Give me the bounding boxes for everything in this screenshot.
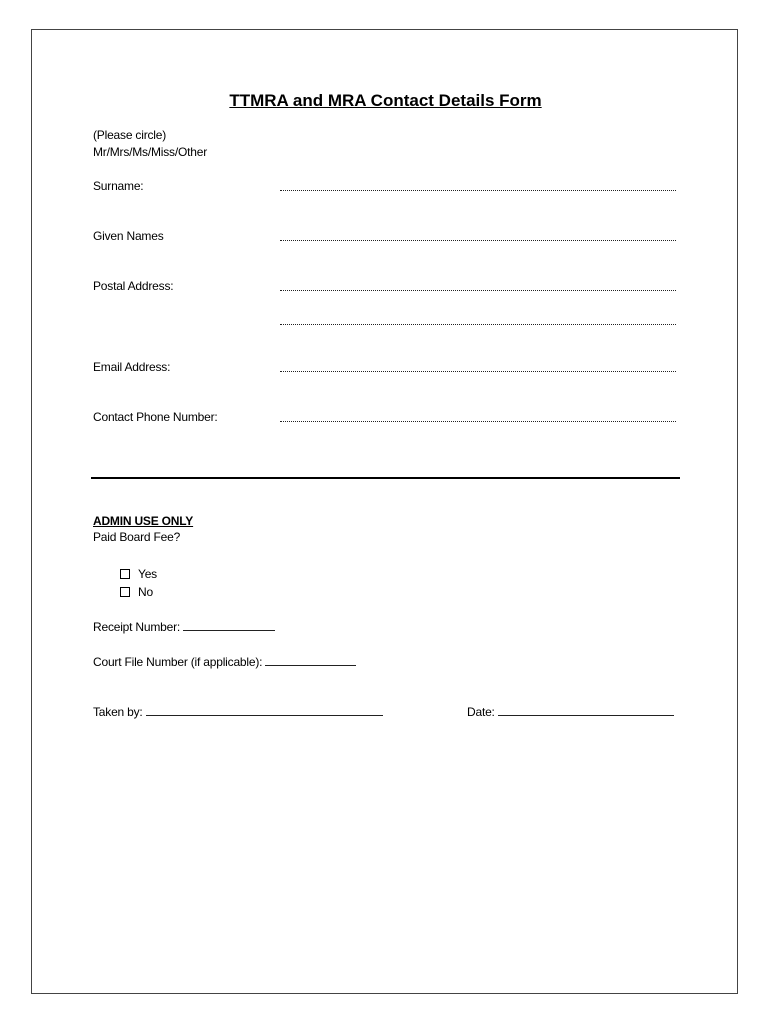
receipt-number-row [93, 620, 275, 634]
salutation-options[interactable]: Mr/Mrs/Ms/Miss/Other [93, 145, 207, 159]
yes-option[interactable] [120, 567, 157, 581]
court-file-number-row [93, 655, 356, 669]
date-label: Date: [467, 705, 495, 719]
court-file-number-field[interactable] [265, 655, 356, 666]
contact-phone-field[interactable] [280, 421, 676, 422]
date-row [467, 705, 674, 719]
email-address-label: Email Address: [93, 360, 171, 374]
no-checkbox[interactable] [120, 587, 130, 597]
court-file-number-label: Court File Number (if applicable): [93, 655, 263, 669]
taken-by-row [93, 705, 383, 719]
surname-field[interactable] [280, 190, 676, 191]
form-title: TTMRA and MRA Contact Details Form [229, 91, 542, 110]
given-names-label: Given Names [93, 229, 164, 243]
admin-use-heading: ADMIN USE ONLY [93, 514, 194, 528]
yes-checkbox[interactable] [120, 569, 130, 579]
form-page [31, 29, 738, 994]
date-field[interactable] [498, 705, 674, 716]
receipt-number-label: Receipt Number: [93, 620, 181, 634]
taken-by-label: Taken by: [93, 705, 143, 719]
yes-label: Yes [138, 567, 157, 581]
please-circle-instruction: (Please circle) [93, 128, 167, 142]
given-names-field[interactable] [280, 240, 676, 241]
email-address-field[interactable] [280, 371, 676, 372]
surname-label: Surname: [93, 179, 144, 193]
postal-address-field-line-1[interactable] [280, 290, 676, 291]
no-option[interactable] [120, 585, 153, 599]
postal-address-field-line-2[interactable] [280, 324, 676, 325]
contact-phone-label: Contact Phone Number: [93, 410, 218, 424]
postal-address-label: Postal Address: [93, 279, 174, 293]
paid-board-fee-question: Paid Board Fee? [93, 530, 181, 544]
no-label: No [138, 585, 153, 599]
taken-by-field[interactable] [146, 705, 383, 716]
receipt-number-field[interactable] [183, 620, 275, 631]
section-divider [91, 477, 680, 479]
